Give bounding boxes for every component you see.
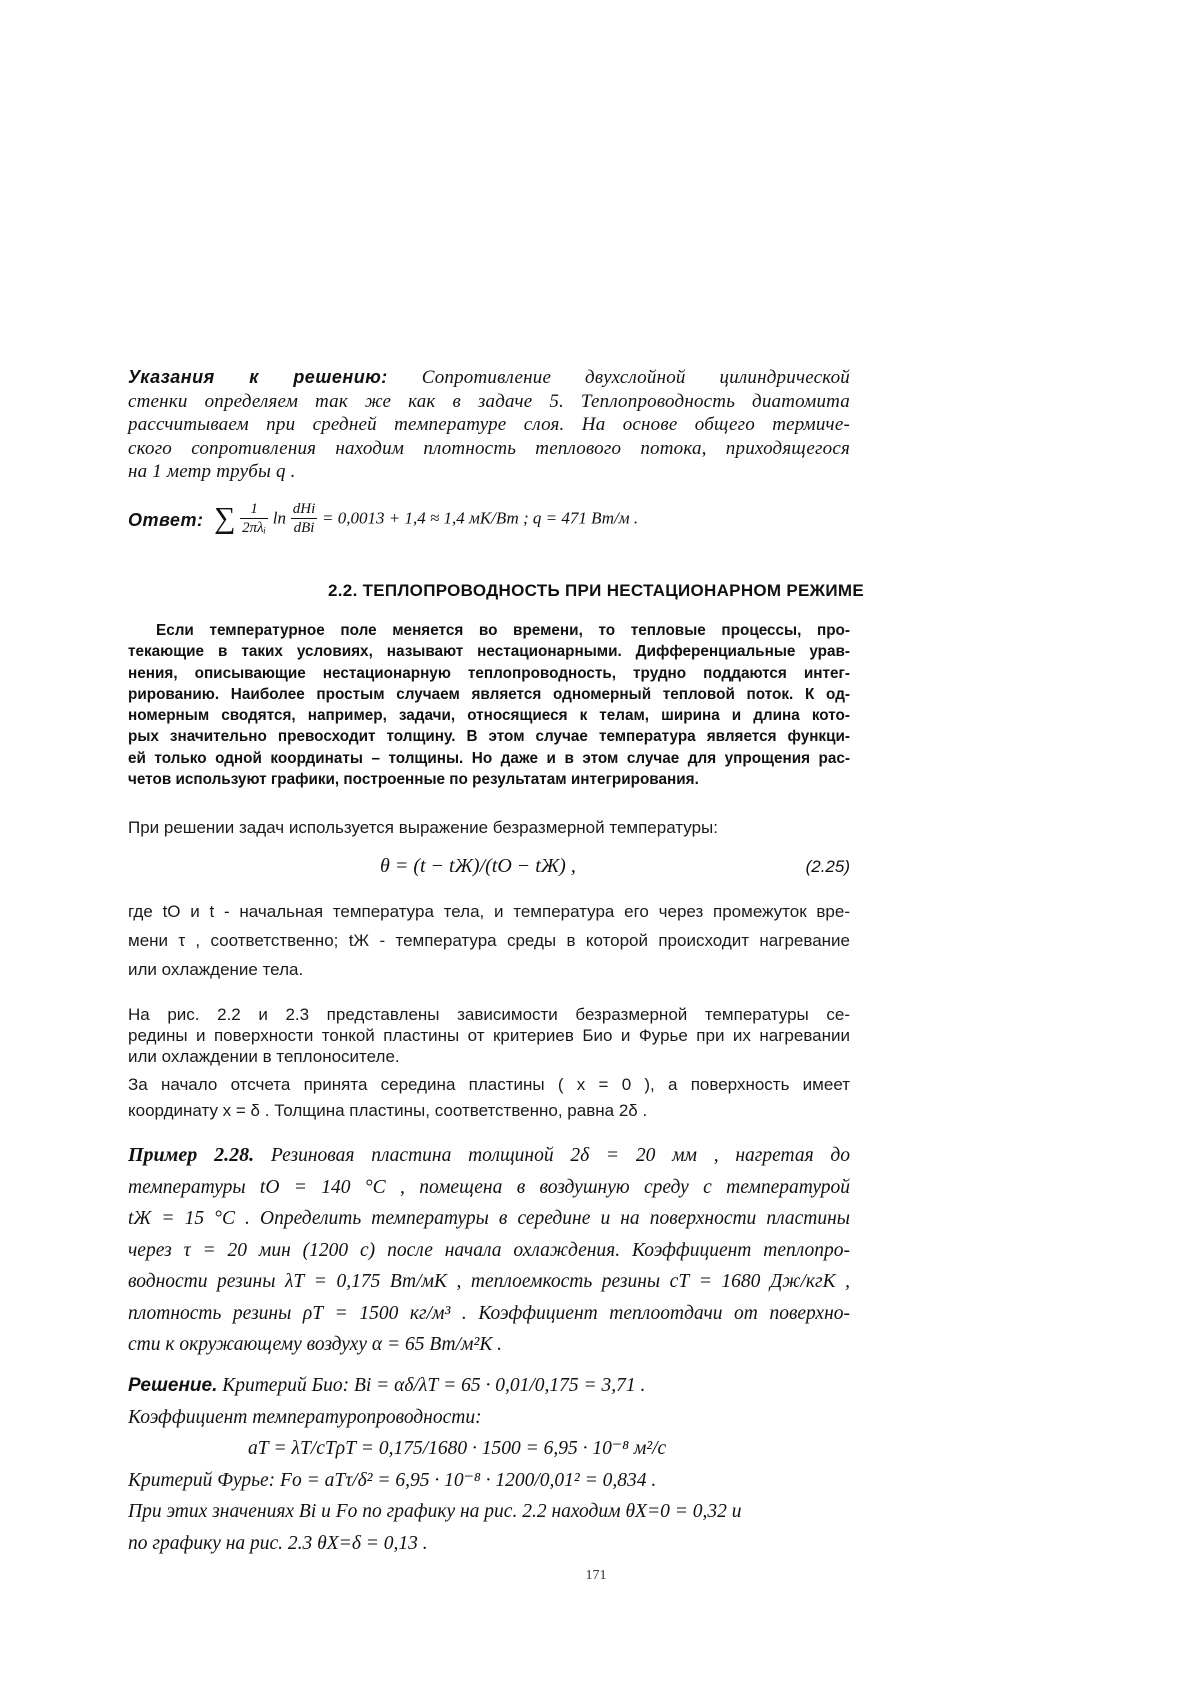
p3-line-2: координату x = δ . Толщина пластины, соответственно, равна 2δ . — [128, 1101, 648, 1120]
intro-line-2: текающие в таких условиях, называют нестационарными. Дифференциальные урав- — [128, 643, 850, 661]
sum-symbol: ∑ — [214, 501, 236, 535]
where-line-3: или охлаждение тела. — [128, 960, 304, 979]
where-line-2: мени τ , соответственно; tЖ - температура среды в которой происходит нагревание — [128, 931, 850, 950]
example-label: Пример 2.28. — [128, 1144, 255, 1166]
hint-paragraph — [128, 366, 850, 484]
intro-line-1: Если температурное поле меняется во времени, то тепловые процессы, про- — [156, 622, 850, 639]
solution-line-4: Критерий Фурье: Fo = aТτ/δ² = 6,95 · 10⁻⁸ · 1200/0,01² = 0,834 . — [128, 1469, 657, 1491]
p2-line-1: На рис. 2.2 и 2.3 представлены зависимости безразмерной температуры се- — [128, 1005, 850, 1024]
intro-line-3: нения, описывающие нестационарную теплопроводность, трудно поддаются интег- — [128, 664, 850, 682]
formula-expression: θ = (t − tЖ)/(tО − tЖ) , — [380, 855, 576, 877]
example-line-6: плотность резины ρТ = 1500 кг/м³ . Коэффициент теплоотдачи от поверхно- — [128, 1302, 850, 1324]
hint-line-2: стенки определяем так же как в задаче 5. Теплопроводность диатомита — [128, 390, 850, 412]
intro-line-7: ей только одной координаты – толщины. Но даже и в этом случае для упрощения рас- — [128, 749, 850, 767]
page-number: 171 — [585, 1568, 607, 1583]
solution-line-6: по графику на рис. 2.3 θX=δ = 0,13 . — [128, 1532, 428, 1554]
solution — [128, 1370, 850, 1559]
intro-paragraph — [128, 620, 850, 790]
example-line-1: Пример 2.28. Резиновая пластина толщиной 2δ = 20 мм , нагретая до — [128, 1144, 851, 1166]
where-paragraph — [128, 897, 850, 984]
hint-label: Указания к решению: — [128, 367, 388, 387]
intro-line-6: рых значительно превосходит толщину. В этом случае температура является функци- — [128, 728, 850, 746]
answer-label: Ответ: — [128, 510, 204, 530]
fraction-2: $\frac{\text{dНi}}{\text{dВi}}$ — [292, 501, 316, 536]
intro-line-8: четов используют графики, построенные по результатам интегрирования. — [128, 771, 699, 789]
solution-line-5: При этих значениях Bi и Fo по графику на рис. 2.2 находим θX=0 = 0,32 и — [128, 1501, 742, 1522]
hint-line-3: рассчитываем при средней температуре слоя. На основе общего термиче- — [128, 414, 850, 435]
solution-label: Решение. — [128, 1375, 218, 1396]
fraction-1: $\frac{1}{\text{2πλᵢ}}$ — [242, 501, 267, 536]
paragraph-figures — [128, 1004, 850, 1067]
solution-line-1: Решение. Критерий Био: Bi = αδ/λТ = 65 · 0,01/0,175 = 3,71 . — [128, 1375, 646, 1396]
hint-line-5: на 1 метр трубы q . — [128, 461, 296, 482]
answer-line — [128, 500, 850, 548]
intro-line-5: номерным сводятся, например, задачи, относящиеся к телам, ширина и длина кото- — [128, 707, 850, 725]
example-2-28 — [128, 1140, 850, 1361]
p2-line-2: редины и поверхности тонкой пластины от критериев Био и Фурье при их нагревании — [128, 1026, 850, 1045]
solution-line-3: aТ = λТ/cТρТ = 0,175/1680 · 1500 = 6,95 · 10⁻⁸ м²/с — [248, 1438, 667, 1459]
section-heading: 2.2. ТЕПЛОПРОВОДНОСТЬ ПРИ НЕСТАЦИОНАРНОМ РЕЖИМЕ — [328, 581, 864, 600]
equation-number: (2.25) — [805, 857, 850, 876]
p3-line-1: За начало отсчета принята середина пластины ( x = 0 ), а поверхность имеет — [128, 1075, 850, 1094]
hint-line-1: Указания к решению: Сопротивление двухслойной цилиндрической — [128, 367, 850, 388]
paragraph-dimensionless: При решении задач используется выражение безразмерной температуры: — [128, 818, 718, 837]
solution-line-2: Коэффициент температуропроводности: — [128, 1406, 482, 1428]
example-line-2: температуры tО = 140 °C , помещена в воздушную среду с температурой — [128, 1176, 850, 1198]
example-line-3: tЖ = 15 °C . Определить температуры в середине и на поверхности пластины — [128, 1208, 850, 1229]
where-line-1: где tО и t - начальная температура тела, и температура его через промежуток вре- — [128, 902, 850, 921]
answer-result: = 0,0013 + 1,4 ≈ 1,4 мК/Вт ; q = 471 Вт/м . — [322, 508, 639, 528]
example-line-4: через τ = 20 мин (1200 с) после начала охлаждения. Коэффициент теплопро- — [128, 1239, 850, 1261]
hint-line-4: ского сопротивления находим плотность теплового потока, приходящегося — [128, 437, 850, 459]
example-line-7: сти к окружающему воздуху α = 65 Вт/м²К . — [128, 1334, 503, 1355]
ln-symbol: ln — [272, 508, 287, 528]
paragraph-origin — [128, 1072, 850, 1124]
p2-line-3: или охлаждении в теплоносителе. — [128, 1047, 400, 1066]
example-line-5: водности резины λТ = 0,175 Вт/мК , теплоемкость резины cТ = 1680 Дж/кгК , — [128, 1271, 850, 1292]
intro-line-4: рированию. Наиболее простым случаем является одномерный тепловой поток. К од- — [128, 685, 850, 703]
answer-formula — [214, 500, 638, 537]
